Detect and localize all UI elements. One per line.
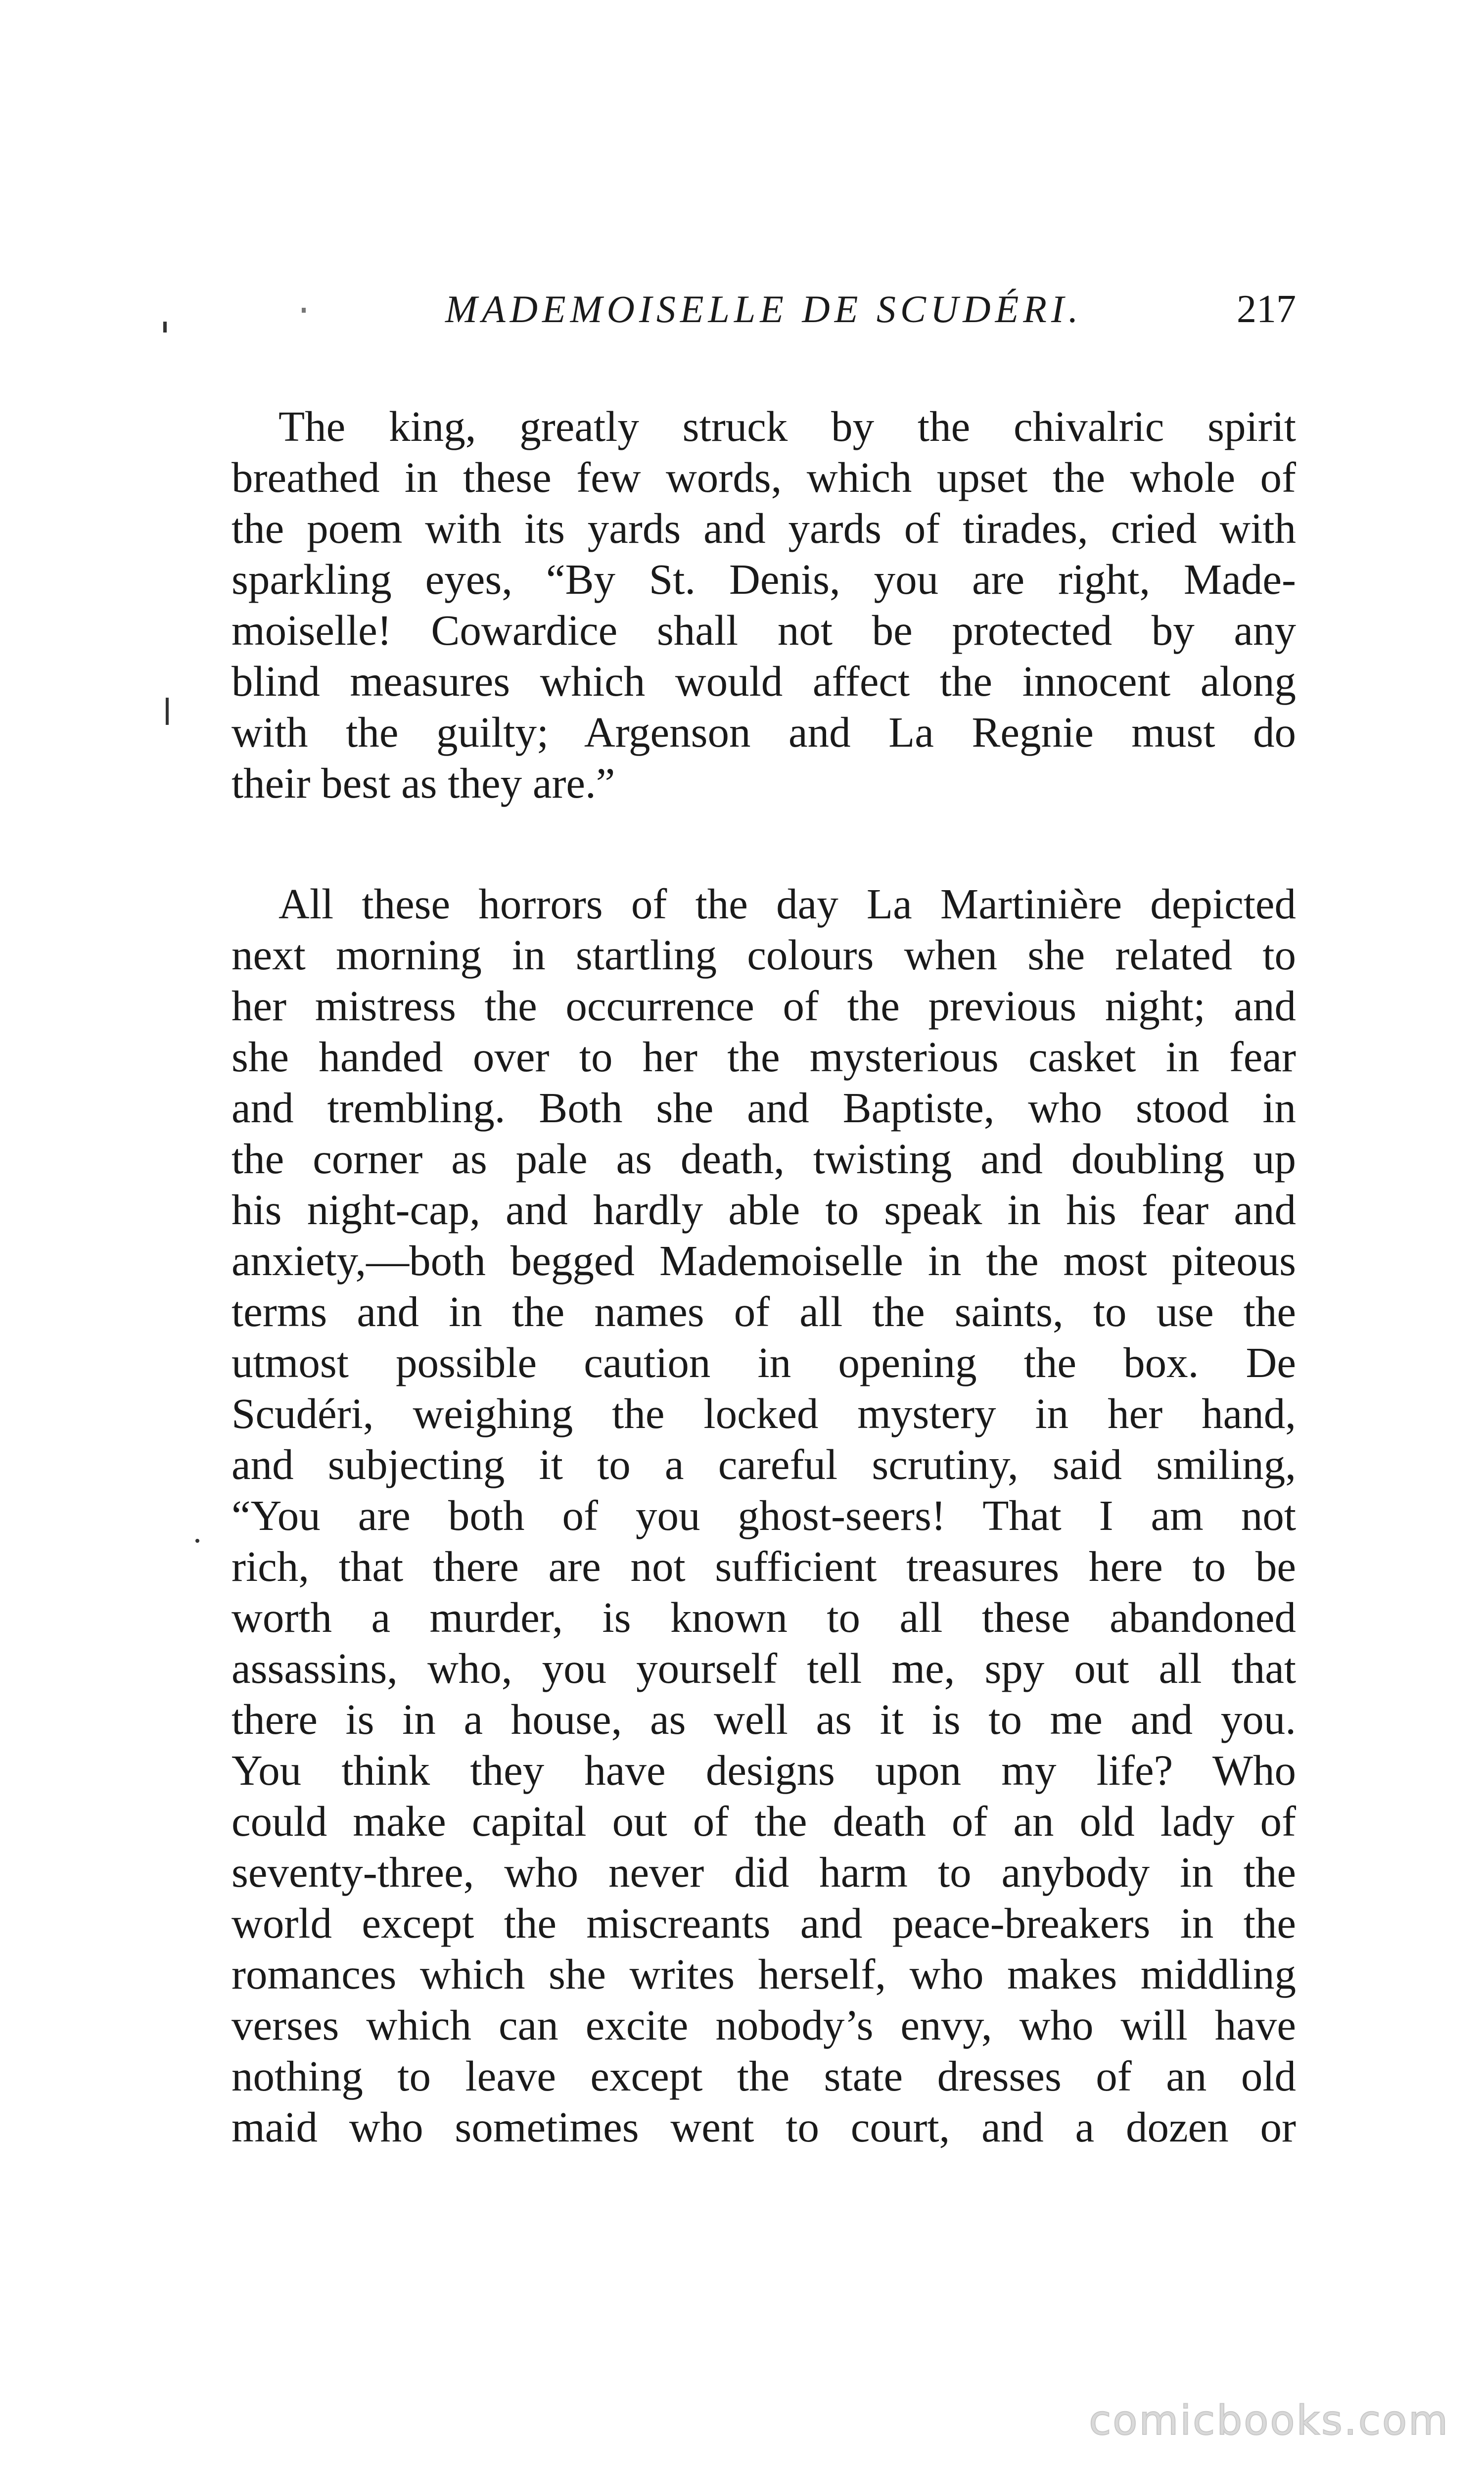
page-number: 217 bbox=[1237, 287, 1296, 331]
text-line: his night-cap, and hardly able to speak in his fear and bbox=[232, 1186, 1296, 1234]
paragraph bbox=[232, 401, 1296, 809]
text-line: with the guilty; Argenson and La Regnie must do bbox=[232, 708, 1296, 756]
text-line: rich, that there are not sufficient treasures here to be bbox=[232, 1542, 1296, 1590]
text-line: All these horrors of the day La Martinière depicted bbox=[278, 880, 1296, 928]
text-line: romances which she writes herself, who makes middling bbox=[232, 1950, 1296, 1998]
text-line: You think they have designs upon my life? Who bbox=[232, 1746, 1296, 1794]
text-line: “You are both of you ghost-seers! That I am not bbox=[232, 1491, 1296, 1539]
running-head bbox=[232, 277, 1296, 341]
text-line: blind measures which would affect the innocent along bbox=[232, 657, 1296, 705]
text-line: there is in a house, as well as it is to me and you. bbox=[232, 1695, 1296, 1743]
text-line: nothing to leave except the state dresses of an old bbox=[232, 2052, 1296, 2100]
text-line: next morning in startling colours when she related to bbox=[232, 931, 1296, 979]
text-line: and trembling. Both she and Baptiste, who stood in bbox=[232, 1084, 1296, 1132]
text-line: and subjecting it to a careful scrutiny, said smiling, bbox=[232, 1440, 1296, 1488]
text-line: worth a murder, is known to all these abandoned bbox=[232, 1593, 1296, 1641]
text-line: she handed over to her the mysterious casket in fear bbox=[232, 1033, 1296, 1081]
text-line: sparkling eyes, “By St. Denis, you are right, Made- bbox=[232, 555, 1296, 603]
text-line: seventy-three, who never did harm to anybody in the bbox=[232, 1848, 1296, 1896]
text-line: Scudéri, weighing the locked mystery in her hand, bbox=[232, 1389, 1296, 1437]
margin-mark bbox=[166, 698, 169, 725]
text-line: world except the miscreants and peace-breakers in the bbox=[232, 1899, 1296, 1947]
text-line: their best as they are.” bbox=[232, 759, 615, 807]
text-line: utmost possible caution in opening the box. De bbox=[232, 1338, 1296, 1386]
text-line: moiselle! Cowardice shall not be protected by any bbox=[232, 606, 1296, 654]
running-title: MADEMOISELLE DE SCUDÉRI. bbox=[445, 287, 1083, 331]
text-line: verses which can excite nobody’s envy, who will have bbox=[232, 2001, 1296, 2049]
text-line: could make capital out of the death of an old lady of bbox=[232, 1797, 1296, 1845]
margin-mark bbox=[195, 1539, 199, 1543]
text-line: the corner as pale as death, twisting and doubling up bbox=[232, 1135, 1296, 1183]
text-line: The king, greatly struck by the chivalric spirit bbox=[278, 402, 1296, 450]
watermark: comicbooks.com bbox=[1089, 2397, 1449, 2444]
text-line: assassins, who, you yourself tell me, spy out all that bbox=[232, 1644, 1296, 1692]
text-line: the poem with its yards and yards of tirades, cried with bbox=[232, 504, 1296, 552]
text-line: her mistress the occurrence of the previous night; and bbox=[232, 982, 1296, 1030]
text-line: anxiety,—both begged Mademoiselle in the most piteous bbox=[232, 1237, 1296, 1285]
text-line: maid who sometimes went to court, and a dozen or bbox=[232, 2103, 1296, 2151]
paragraph bbox=[232, 878, 1296, 2152]
margin-mark bbox=[163, 322, 167, 333]
text-line: terms and in the names of all the saints, to use the bbox=[232, 1287, 1296, 1335]
text-line: breathed in these few words, which upset the whole of bbox=[232, 453, 1296, 501]
